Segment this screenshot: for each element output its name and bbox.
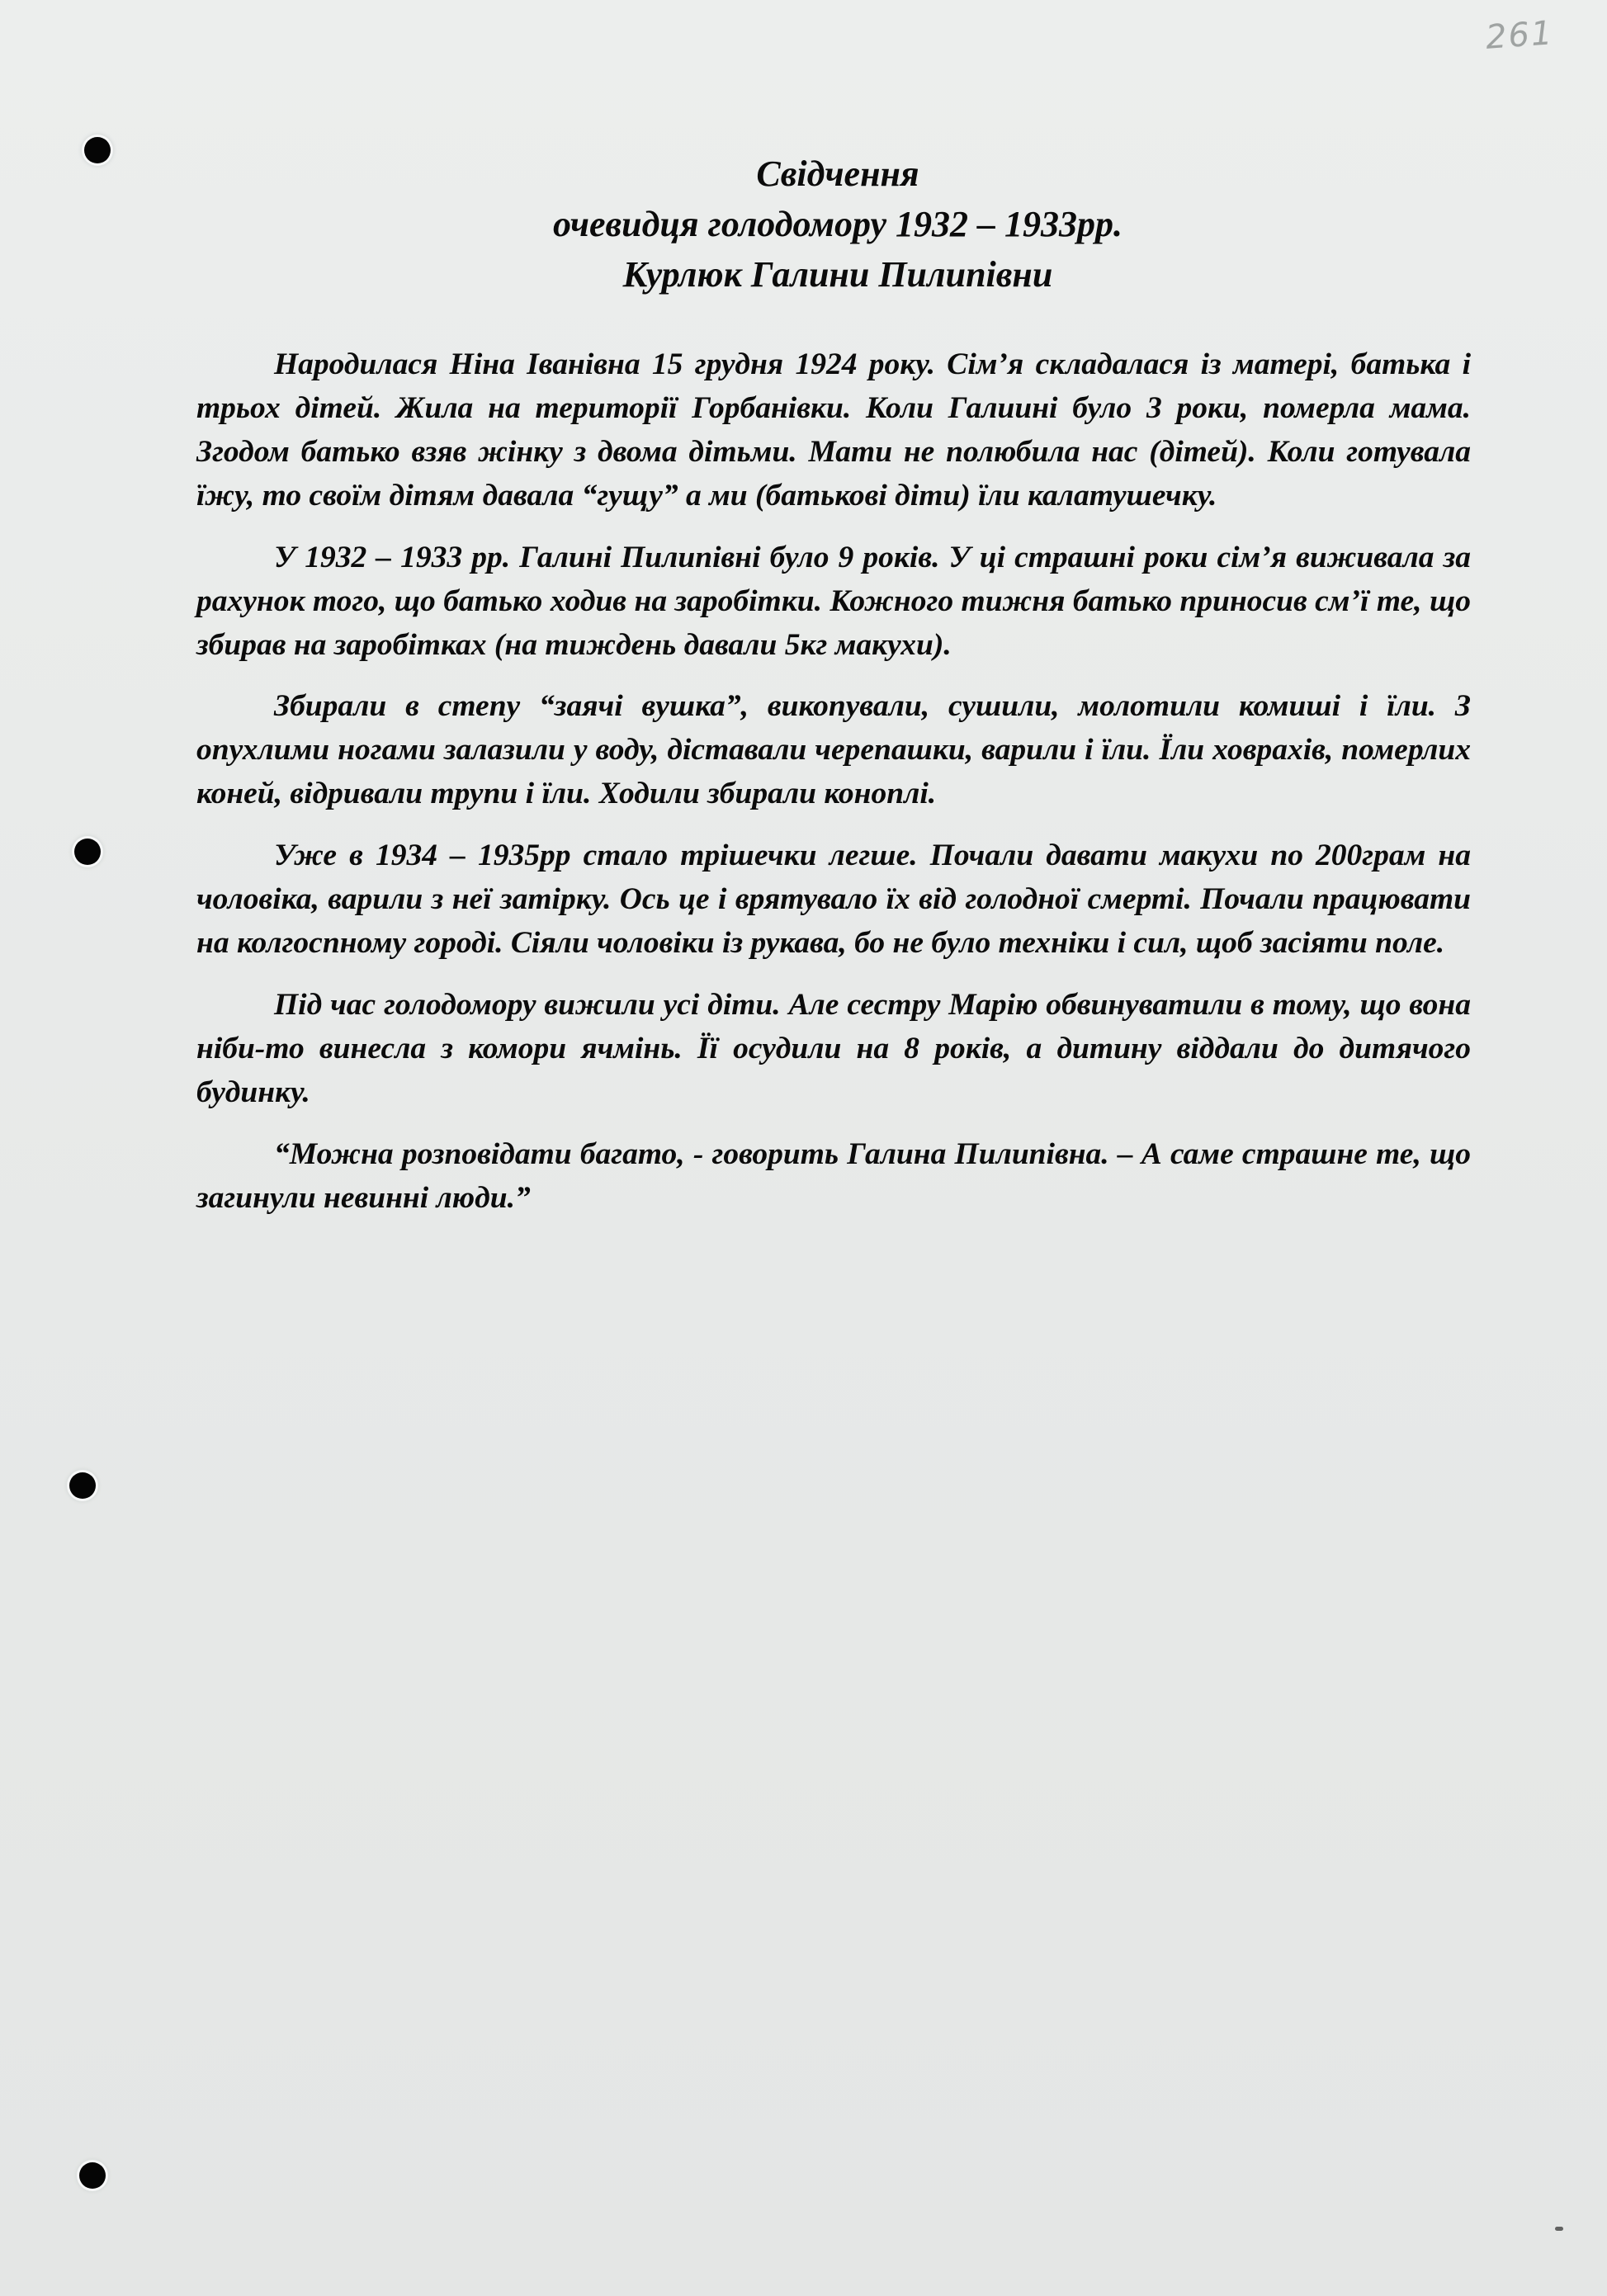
- testimony-body: [196, 343, 1471, 1238]
- paragraph-4: Уже в 1934 – 1935рр стало трішечки легше. Почали давати макухи по 200грам на чоловіка, варили з неї затірку. Ось це і врятувало їх від голодної смерті. Почали працювати на колгоспному городі. Сіяли чоловіки із рукава, бо не було техніки і сил, щоб засіяти поле.: [196, 839, 1471, 960]
- title-line-2: очевидця голодомору 1932 – 1933рр.: [553, 204, 1123, 244]
- punch-hole-3: [69, 1472, 96, 1499]
- paragraph-1: Народилася Ніна Іванівна 15 грудня 1924 року. Сім’я складалася із матері, батька і трьох дітей. Жила на території Горбанівки. Коли Галиині було 3 роки, померла мама. Згодом батько взяв жінку з двома дітьми. Мати не полюбила нас (дітей). Коли готувала їжу, то своїм дітям давала “гущу” а ми (батькові діти) їли калатушечку.: [196, 347, 1471, 513]
- paragraph-6-quote: “Можна розповідати багато, - говорить Галина Пилипівна. – А саме страшне те, що загинули невинні люди.”: [196, 1137, 1471, 1215]
- punch-hole-2: [74, 839, 101, 865]
- handwritten-page-number: 261: [1484, 14, 1555, 57]
- paragraph-5: Під час голодомору вижили усі діти. Але сестру Марію обвинуватили в тому, що вона ніби-то винесла з комори ячмінь. Її осудили на 8 років, а дитину віддали до дитячого будинку.: [196, 988, 1471, 1109]
- paragraph-2: У 1932 – 1933 рр. Галині Пилипівні було 9 років. У ці страшні роки сім’я виживала за рахунок того, що батько ходив на заробітки. Кожного тижня батько приносив см’ї те, що збирав на заробітках (на тиждень давали 5кг макухи).: [196, 541, 1471, 662]
- paper-speck: [1555, 2227, 1563, 2231]
- punch-hole-4: [79, 2162, 106, 2189]
- document-title: [413, 149, 1263, 300]
- punch-hole-1: [84, 137, 111, 163]
- paragraph-3: Збирали в степу “заячі вушка”, викопували, сушили, молотили комиші і їли. З опухлими ногами залазили у воду, діставали черепашки, варили і їли. Їли ховрахів, померлих коней, відривали трупи і їли. Ходили збирали коноплі.: [196, 689, 1471, 810]
- title-line-1: Свідчення: [756, 154, 919, 194]
- title-line-3: Курлюк Галини Пилипівни: [622, 254, 1053, 295]
